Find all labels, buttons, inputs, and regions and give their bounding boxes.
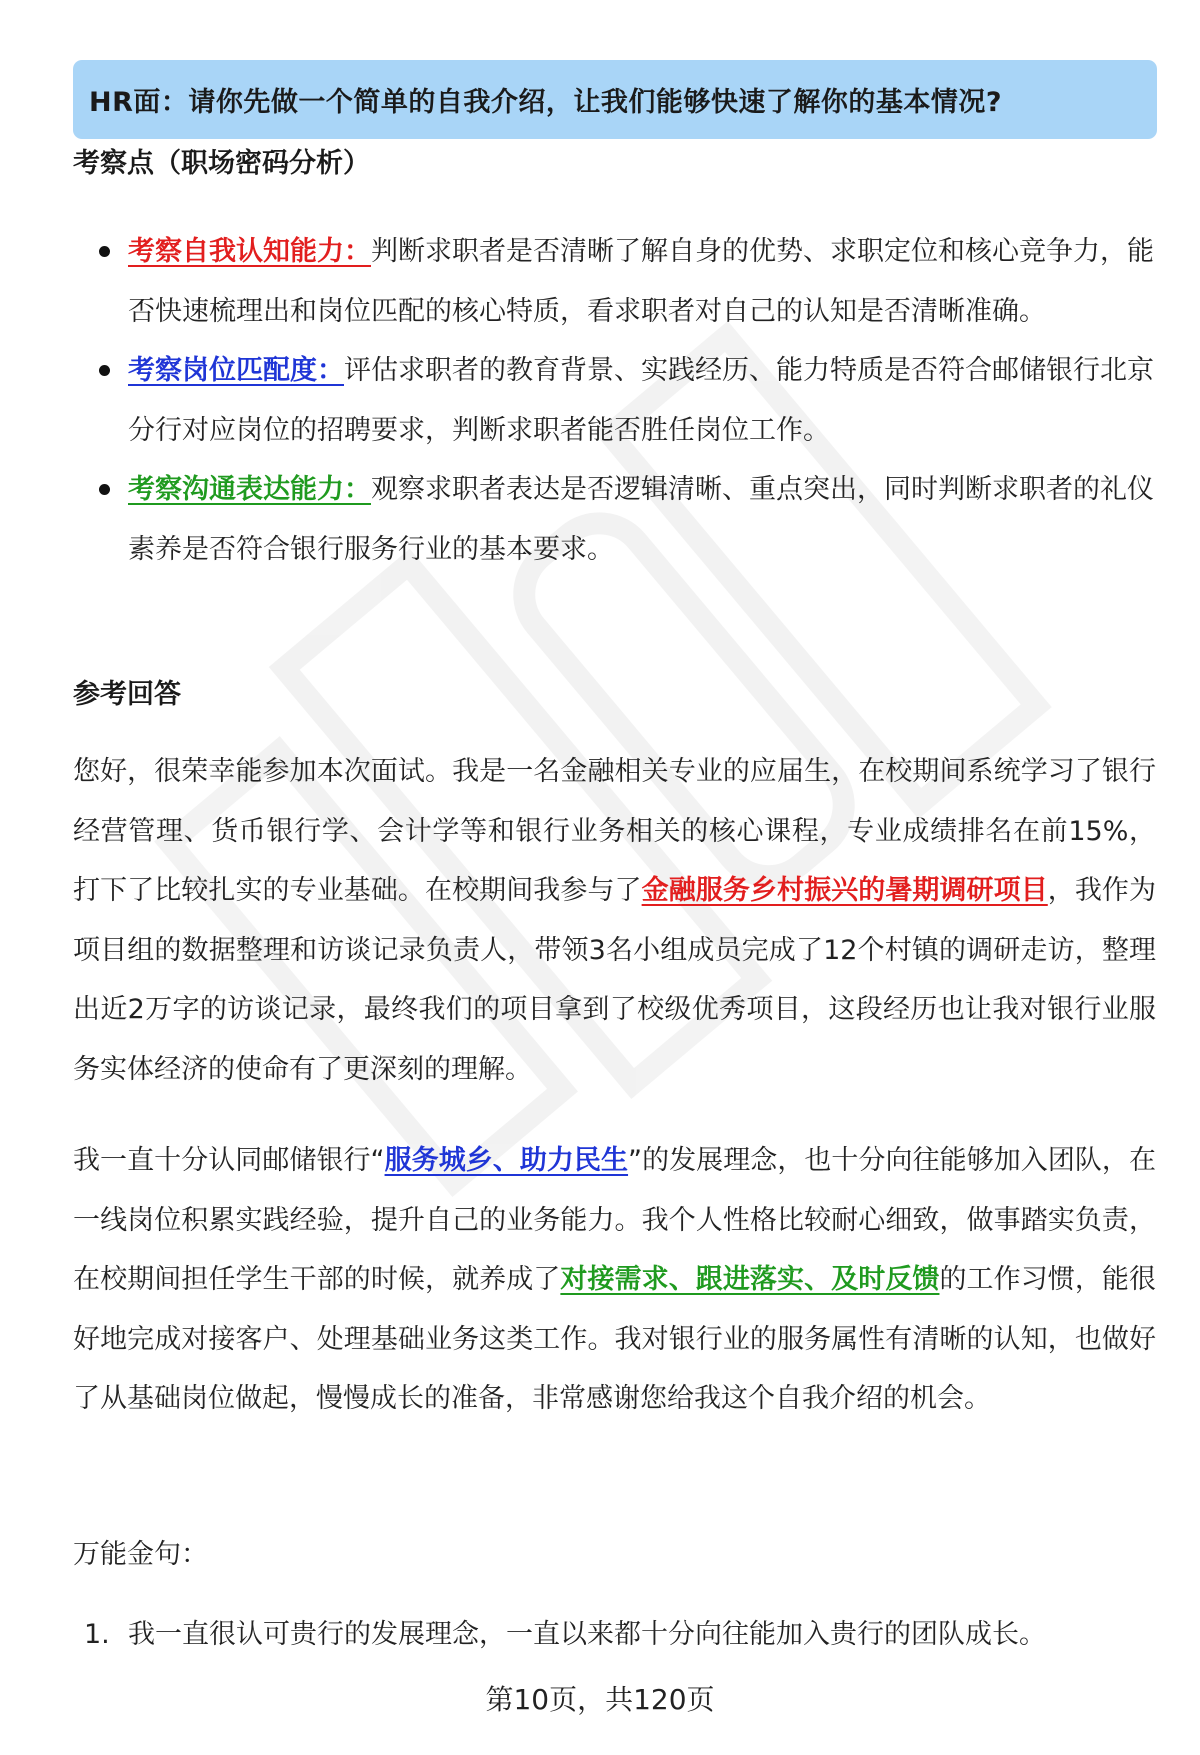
- analysis-item-text: 判断求职者是否清晰了解自身的优势、求职定位和核心竞争力，能否快速梳理出和岗位匹配的核心特质，看求职者对自己的认知是否清晰准确。: [128, 236, 1154, 327]
- golden-item-number: 1.: [84, 1619, 110, 1650]
- page-footer: 第10页，共120页: [485, 1683, 715, 1716]
- analysis-item-text: 评估求职者的教育背景、实践经历、能力特质是否符合邮储银行北京分行对应岗位的招聘要求，判断求职者能否胜任岗位工作。: [128, 355, 1154, 446]
- answer-highlight: 服务城乡、助力民生: [384, 1145, 629, 1176]
- answer-text: 我一直十分认同邮储银行“: [73, 1145, 385, 1176]
- analysis-item: [73, 222, 1163, 341]
- golden-heading: 万能金句：: [73, 1539, 208, 1570]
- question-text: HR面：请你先做一个简单的自我介绍，让我们能够快速了解你的基本情况?: [89, 87, 1003, 118]
- answer-text: ，我作为项目组的数据整理和访谈记录负责人，带领3名小组成员完成了12个村镇的调研走访，整理出近2万字的访谈记录，最终我们的项目拿到了校级优秀项目，这段经历也让我对银行业服务实体经济的使命有了更深刻的理解。: [73, 875, 1157, 1085]
- analysis-list: [73, 222, 1153, 579]
- answer-paragraph-2: [73, 1131, 1156, 1429]
- analysis-heading: 考察点（职场密码分析）: [73, 148, 370, 179]
- answer-heading: 参考回答: [73, 679, 181, 710]
- question-banner: [73, 60, 1157, 139]
- analysis-item-lead: 考察岗位匹配度：: [128, 355, 344, 386]
- golden-item-text: 我一直很认可贵行的发展理念，一直以来都十分向往能加入贵行的团队成长。: [128, 1619, 1046, 1650]
- analysis-item-text: 观察求职者表达是否逻辑清晰、重点突出，同时判断求职者的礼仪素养是否符合银行服务行业的基本要求。: [128, 474, 1154, 565]
- golden-item: [84, 1612, 1046, 1651]
- answer-paragraph-1: [73, 742, 1156, 1099]
- answer-highlight: 对接需求、跟进落实、及时反馈: [560, 1264, 940, 1295]
- analysis-item: [73, 460, 1163, 579]
- analysis-item: [73, 341, 1163, 460]
- bullet-icon: [99, 365, 110, 376]
- analysis-item-lead: 考察沟通表达能力：: [128, 474, 371, 505]
- bullet-icon: [99, 246, 110, 257]
- answer-highlight: 金融服务乡村振兴的暑期调研项目: [641, 875, 1048, 906]
- answer-text: ”的发展理念，也十分向往能够加入团队，在一线岗位积累实践经验，提升自己的业务能力。我个人性格比较耐心细致，做事踏实负责，在校期间担任学生干部的时候，就养成了: [73, 1145, 1156, 1295]
- analysis-item-lead: 考察自我认知能力：: [128, 236, 371, 267]
- answer-text: 的工作习惯，能很好地完成对接客户、处理基础业务这类工作。我对银行业的服务属性有清晰的认知，也做好了从基础岗位做起，慢慢成长的准备，非常感谢您给我这个自我介绍的机会。: [73, 1264, 1157, 1414]
- answer-text: 您好，很荣幸能参加本次面试。我是一名金融相关专业的应届生，在校期间系统学习了银行经营管理、货币银行学、会计学等和银行业务相关的核心课程，专业成绩排名在前15%，打下了比较扎实的专业基础。在校期间我参与了: [73, 756, 1156, 906]
- bullet-icon: [99, 484, 110, 495]
